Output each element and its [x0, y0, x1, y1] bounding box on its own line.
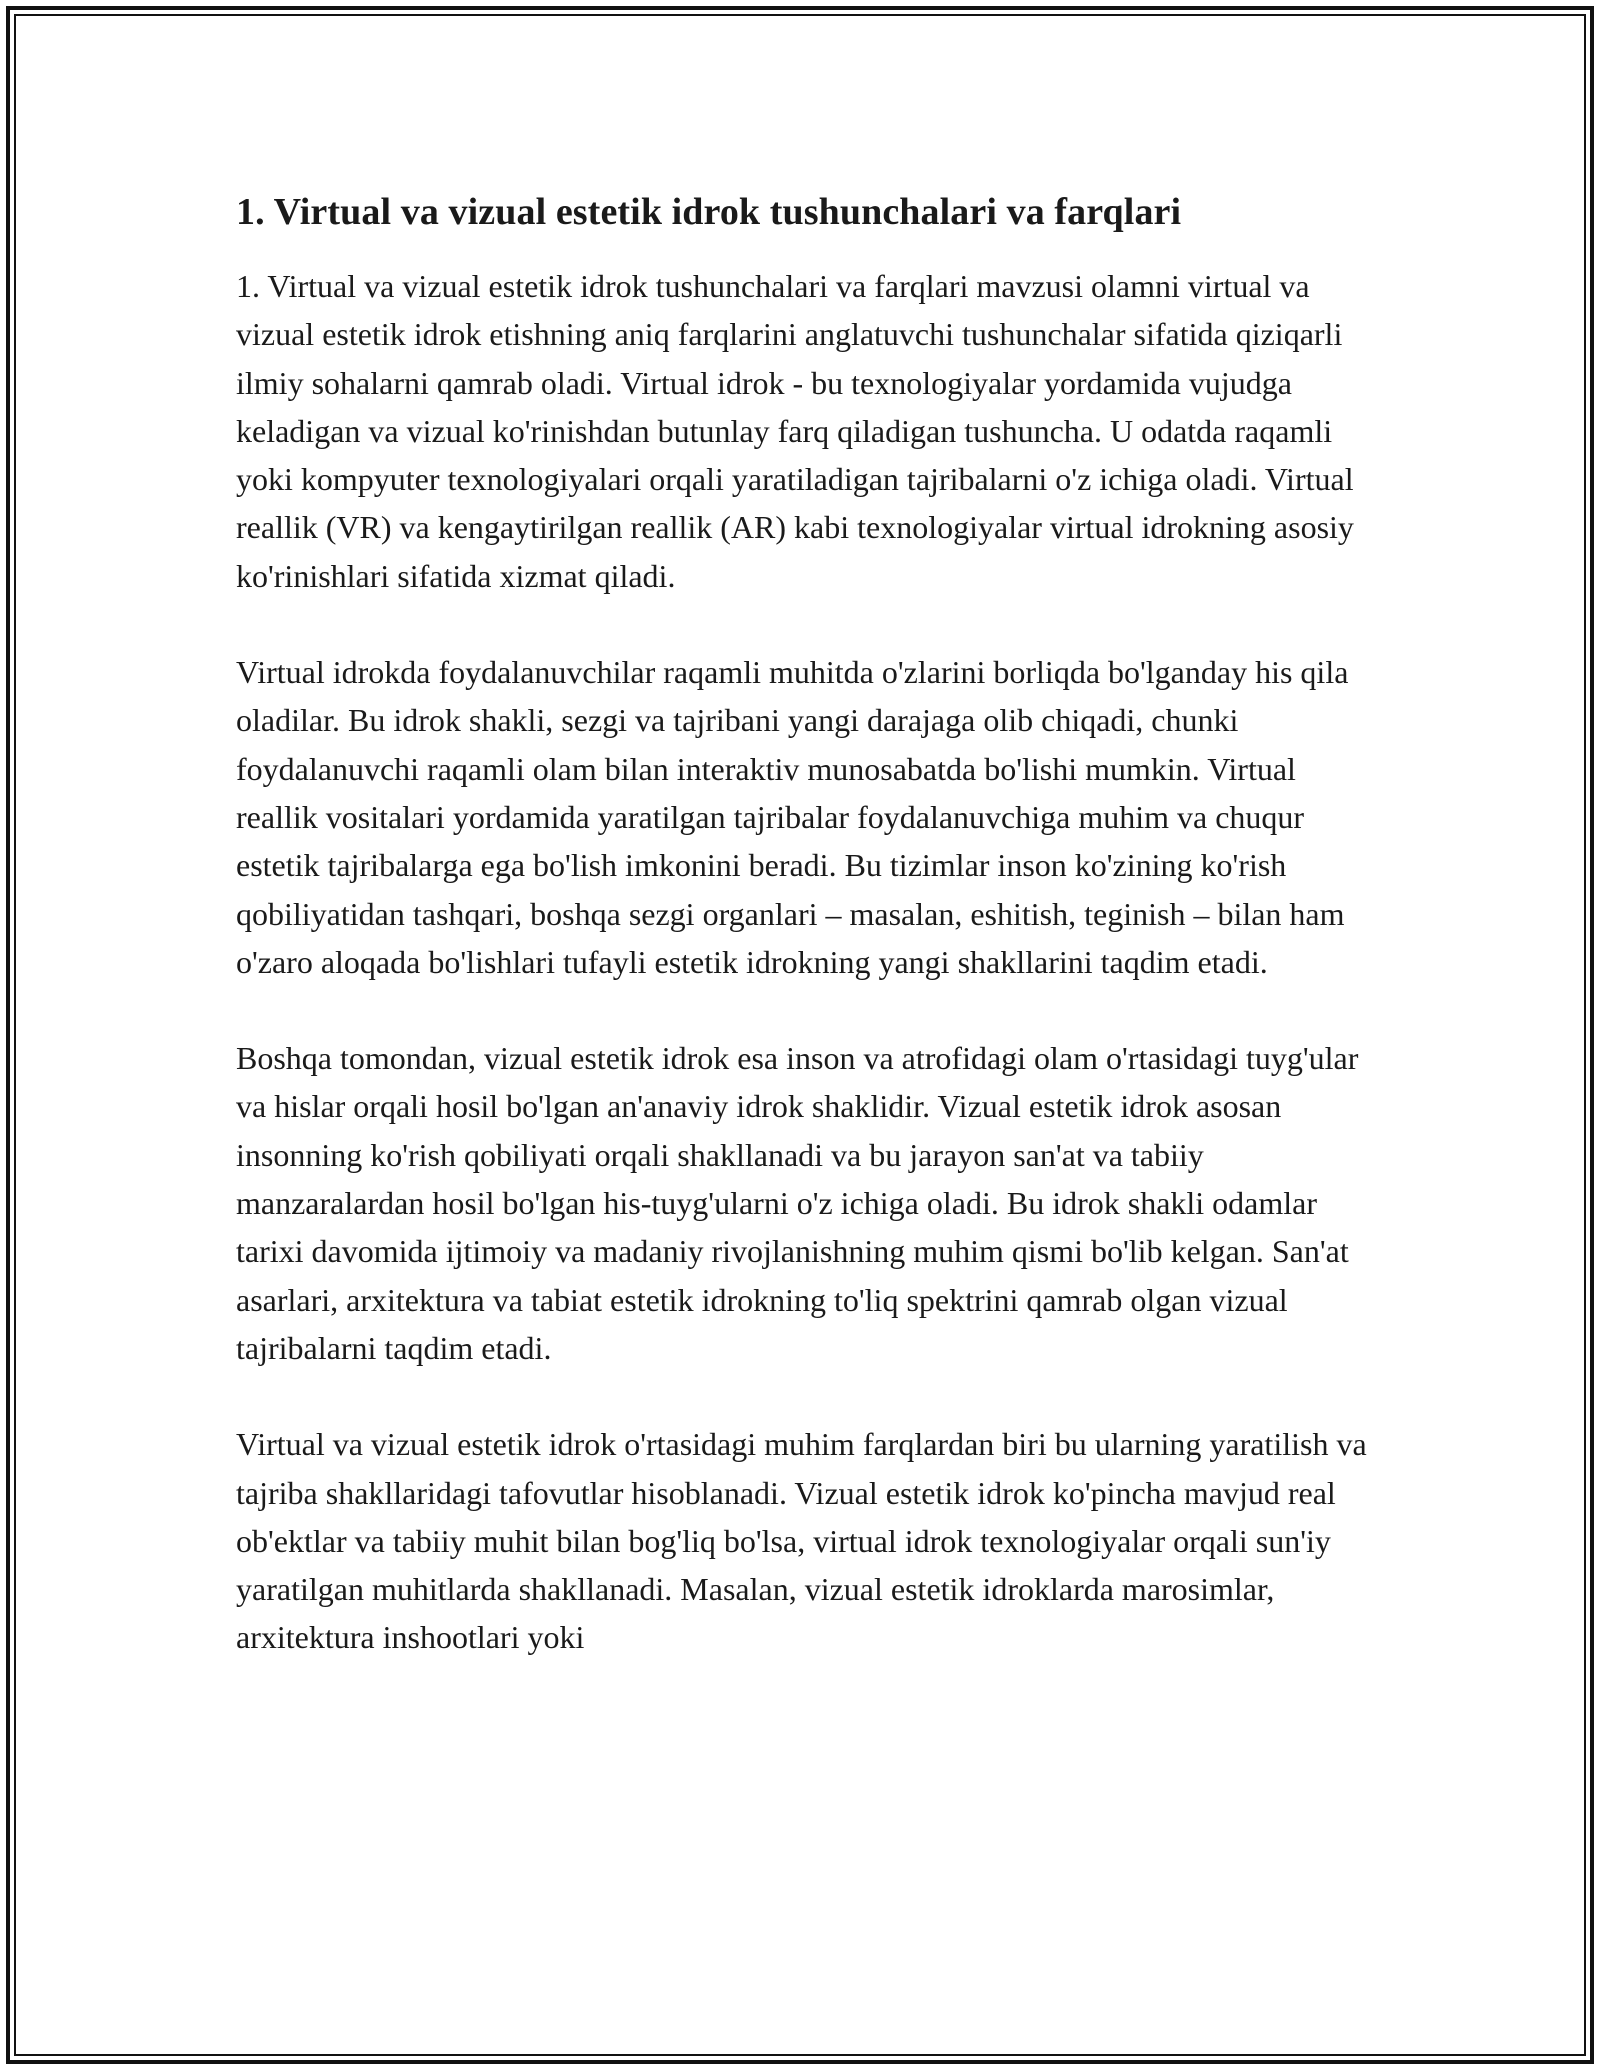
- paragraph-3: Boshqa tomondan, vizual estetik idrok esa inson va atrofidagi olam o'rtasidagi tuyg'ular va hislar orqali hosil bo'lgan an'anaviy idrok shaklidir. Vizual estetik idrok asosan insonning ko'rish qobiliyati orqali shakllanadi va bu jarayon san'at va tabiiy manzaralardan hosil bo'lgan his-tuyg'ularni o'z ichiga oladi. Bu idrok shakli odamlar tarixi davomida ijtimoiy va madaniy rivojlanishning muhim qismi bo'lib kelgan. San'at asarlari, arxitektura va tabiat estetik idrokning to'liq spektrini qamrab olgan vizual tajribalarni taqdim etadi.: [236, 1040, 1359, 1366]
- paragraph-2: Virtual idrokda foydalanuvchilar raqamli muhitda o'zlarini borliqda bo'lganday his qila oladilar. Bu idrok shakli, sezgi va tajribani yangi darajaga olib chiqadi, chunki foydalanuvchi raqamli olam bilan interaktiv munosabatda bo'lishi mumkin. Virtual reallik vositalari yordamida yaratilgan tajribalar foydalanuvchiga muhim va chuqur estetik tajribalarga ega bo'lish imkonini beradi. Bu tizimlar inson ko'zining ko'rish qobiliyatidan tashqari, boshqa sezgi organlari – masalan, eshitish, teginish – bilan ham o'zaro aloqada bo'lishlari tufayli estetik idrokning yangi shakllarini taqdim etadi.: [236, 654, 1349, 980]
- document-body: [236, 186, 1376, 1710]
- paragraph-4: Virtual va vizual estetik idrok o'rtasidagi muhim farqlardan biri bu ularning yaratilish va tajriba shakllaridagi tafovutlar hisoblanadi. Vizual estetik idrok ko'pincha mavjud real ob'ektlar va tabiiy muhit bilan bog'liq bo'lsa, virtual idrok texnologiyalar orqali sun'iy yaratilgan muhitlarda shakllanadi. Masalan, vizual estetik idroklarda marosimlar, arxitektura inshootlari yoki: [236, 1426, 1367, 1656]
- paragraph-1: 1. Virtual va vizual estetik idrok tushunchalari va farqlari mavzusi olamni virtual va vizual estetik idrok etishning aniq farqlarini anglatuvchi tushunchalar sifatida qiziqarli ilmiy sohalarni qamrab oladi. Virtual idrok - bu texnologiyalar yordamida vujudga keladigan va vizual ko'rinishdan butunlay farq qiladigan tushuncha. U odatda raqamli yoki kompyuter texnologiyalari orqali yaratiladigan tajribalarni o'z ichiga oladi. Virtual reallik (VR) va kengaytirilgan reallik (AR) kabi texnologiyalar virtual idrokning asosiy ko'rinishlari sifatida xizmat qiladi.: [236, 268, 1354, 594]
- section-heading: 1. Virtual va vizual estetik idrok tushunchalari va farqlari: [236, 191, 1182, 233]
